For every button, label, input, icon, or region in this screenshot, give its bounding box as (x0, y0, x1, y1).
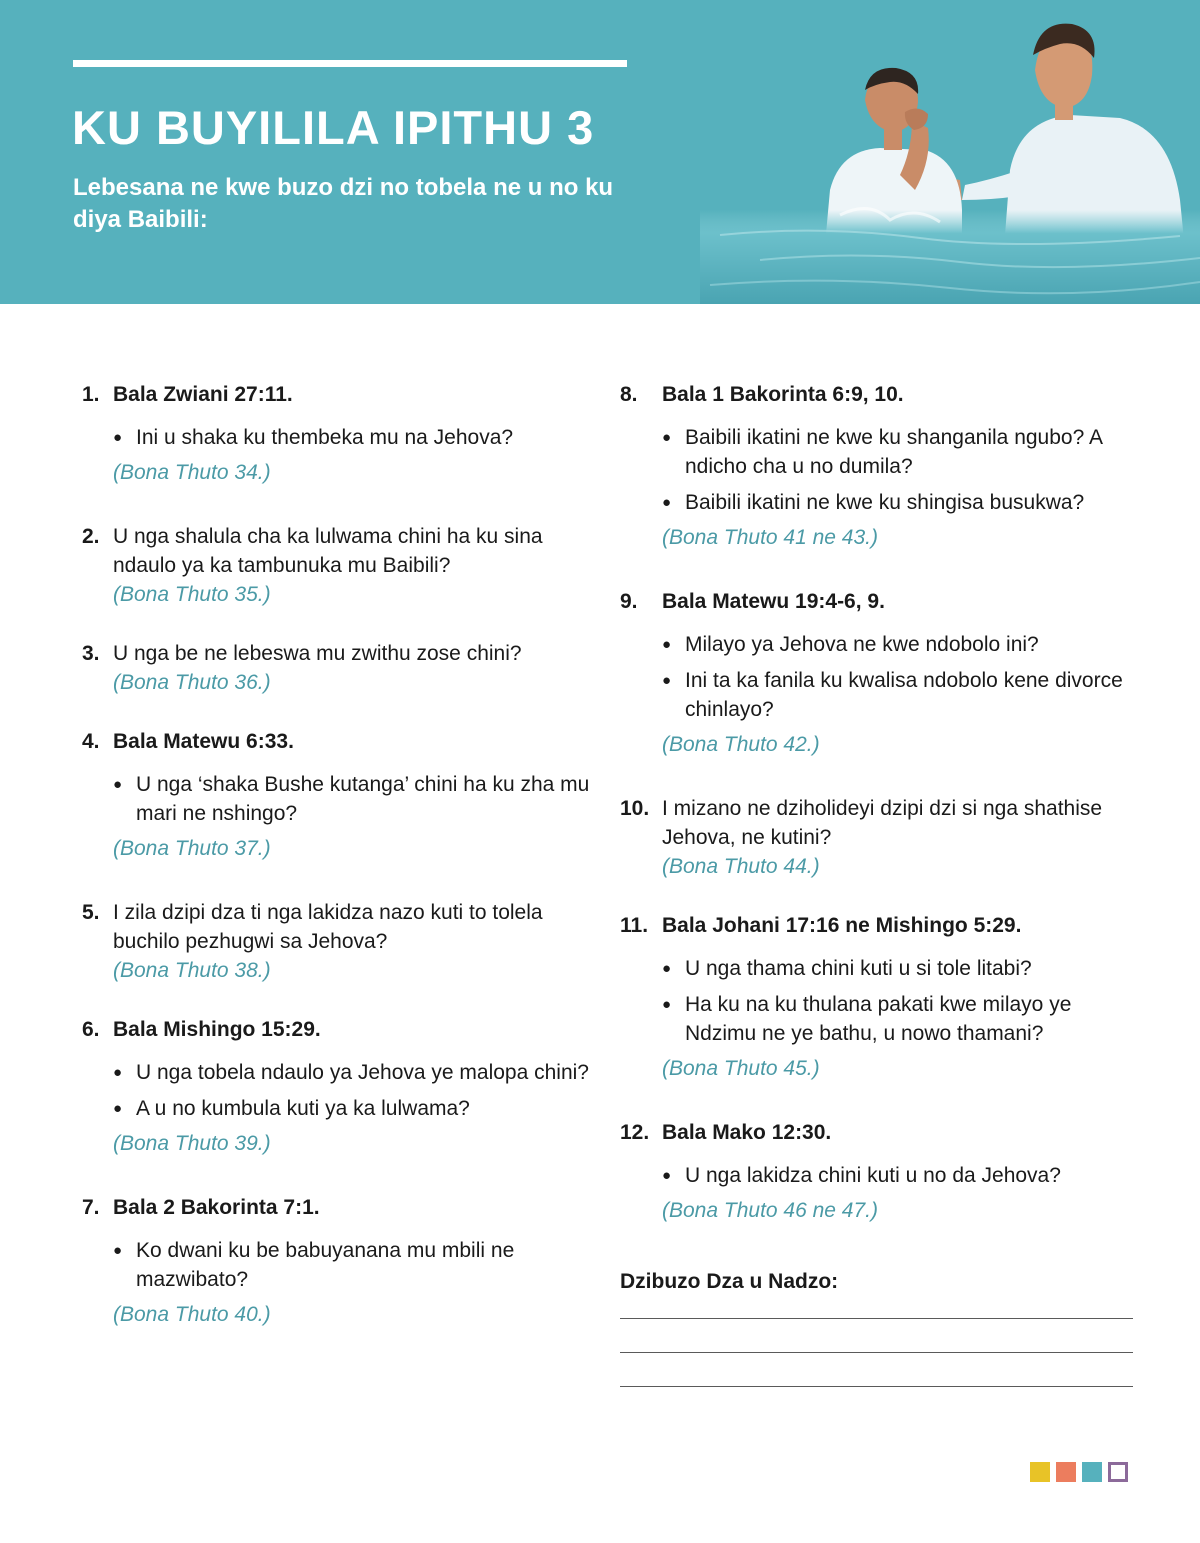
notes-title: Dzibuzo Dza u Nadzo: (620, 1270, 839, 1293)
reference-link[interactable]: (Bona Thuto 39.) (113, 1132, 271, 1155)
question-bullet: ● Baibili ikatini ne kwe ku shanganila ngubo? A ndicho cha u no dumila? (662, 423, 1135, 481)
question-number: 3. (82, 642, 100, 665)
question-2 (82, 522, 592, 609)
question-9 (620, 587, 1135, 759)
question-bullet: ● U nga lakidza chini kuti u no da Jehova? (662, 1161, 1135, 1190)
note-line[interactable] (620, 1318, 1133, 1319)
question-number: 4. (82, 730, 100, 753)
question-text: U nga be ne lebeswa mu zwithu zose chini? (113, 642, 522, 665)
question-number: 12. (620, 1121, 650, 1144)
question-title: Bala Mako 12:30. (662, 1121, 832, 1144)
question-number: 2. (82, 525, 100, 548)
question-12 (620, 1118, 1135, 1225)
questions-left-column (82, 380, 592, 1329)
question-title: Bala 2 Bakorinta 7:1. (113, 1196, 320, 1219)
reference-link[interactable]: (Bona Thuto 40.) (113, 1303, 271, 1326)
question-bullet: ● Ini u shaka ku thembeka mu na Jehova? (113, 423, 592, 452)
page-subtitle: Lebesana ne kwe buzo dzi no tobela ne u no ku diya Baibili: (73, 174, 614, 233)
teal-square-icon (1082, 1462, 1102, 1482)
notes-section (620, 1267, 1135, 1387)
reference-link[interactable]: (Bona Thuto 37.) (113, 837, 271, 860)
question-number: 8. (620, 383, 638, 406)
reference-link[interactable]: (Bona Thuto 34.) (113, 461, 271, 484)
question-bullet: ● U nga tobela ndaulo ya Jehova ye malopa chini? (113, 1058, 592, 1087)
question-bullet: ● U nga ‘shaka Bushe kutanga’ chini ha ku zha mu mari ne nshingo? (113, 770, 592, 828)
question-title: Bala Matewu 6:33. (113, 730, 294, 753)
question-number: 6. (82, 1018, 100, 1041)
reference-link[interactable]: (Bona Thuto 36.) (113, 671, 271, 694)
question-bullet: ● Ha ku na ku thulana pakati kwe milayo ye Ndzimu ne ye bathu, u nowo thamani? (662, 990, 1135, 1048)
reference-link[interactable]: (Bona Thuto 38.) (113, 959, 271, 982)
note-line[interactable] (620, 1352, 1133, 1353)
reference-link[interactable]: (Bona Thuto 41 ne 43.) (662, 526, 878, 549)
question-number: 5. (82, 901, 100, 924)
question-10 (620, 794, 1135, 881)
question-3 (82, 639, 592, 697)
question-7 (82, 1193, 592, 1329)
question-bullet: ● Baibili ikatini ne kwe ku shingisa busukwa? (662, 488, 1135, 517)
question-title: Bala Zwiani 27:11. (113, 383, 293, 406)
reference-link[interactable]: (Bona Thuto 45.) (662, 1057, 820, 1080)
orange-square-icon (1056, 1462, 1076, 1482)
question-bullet: ● Milayo ya Jehova ne kwe ndobolo ini? (662, 630, 1135, 659)
question-bullet: ● A u no kumbula kuti ya ka lulwama? (113, 1094, 592, 1123)
reference-link[interactable]: (Bona Thuto 44.) (662, 855, 820, 878)
question-bullet: ● Ini ta ka fanila ku kwalisa ndobolo kene divorce chinlayo? (662, 666, 1135, 724)
question-title: Bala Mishingo 15:29. (113, 1018, 321, 1041)
question-1 (82, 380, 592, 487)
question-bullet: ● Ko dwani ku be babuyanana mu mbili ne mazwibato? (113, 1236, 592, 1294)
reference-link[interactable]: (Bona Thuto 46 ne 47.) (662, 1199, 878, 1222)
reference-link[interactable]: (Bona Thuto 42.) (662, 733, 820, 756)
question-number: 9. (620, 590, 638, 613)
question-text: I zila dzipi dza ti nga lakidza nazo kuti to tolela buchilo pezhugwi sa Jehova? (113, 901, 543, 953)
question-5 (82, 898, 592, 985)
question-number: 1. (82, 383, 100, 406)
reference-link[interactable]: (Bona Thuto 35.) (113, 583, 271, 606)
question-title: Bala Matewu 19:4-6, 9. (662, 590, 885, 613)
question-title: Bala 1 Bakorinta 6:9, 10. (662, 383, 904, 406)
section-color-squares (1030, 1462, 1128, 1482)
yellow-square-icon (1030, 1462, 1050, 1482)
question-number: 11. (620, 914, 649, 937)
question-title: Bala Johani 17:16 ne Mishingo 5:29. (662, 914, 1022, 937)
header-banner (0, 0, 1200, 304)
header-rule (73, 60, 627, 67)
question-bullet: ● U nga thama chini kuti u si tole litabi? (662, 954, 1135, 983)
questions-right-column (620, 380, 1135, 1387)
question-text: U nga shalula cha ka lulwama chini ha ku sina ndaulo ya ka tambunuka mu Baibili? (113, 525, 543, 577)
question-6 (82, 1015, 592, 1158)
question-11 (620, 911, 1135, 1083)
page-title: KU BUYILILA IPITHU 3 (72, 101, 595, 154)
question-number: 7. (82, 1196, 100, 1219)
question-4 (82, 727, 592, 863)
question-number: 10. (620, 797, 650, 820)
question-text: I mizano ne dziholideyi dzipi dzi si nga shathise Jehova, ne kutini? (662, 797, 1103, 849)
note-line[interactable] (620, 1386, 1133, 1387)
baptism-illustration (700, 0, 1200, 304)
purple-outline-square-icon (1108, 1462, 1128, 1482)
question-8 (620, 380, 1135, 552)
